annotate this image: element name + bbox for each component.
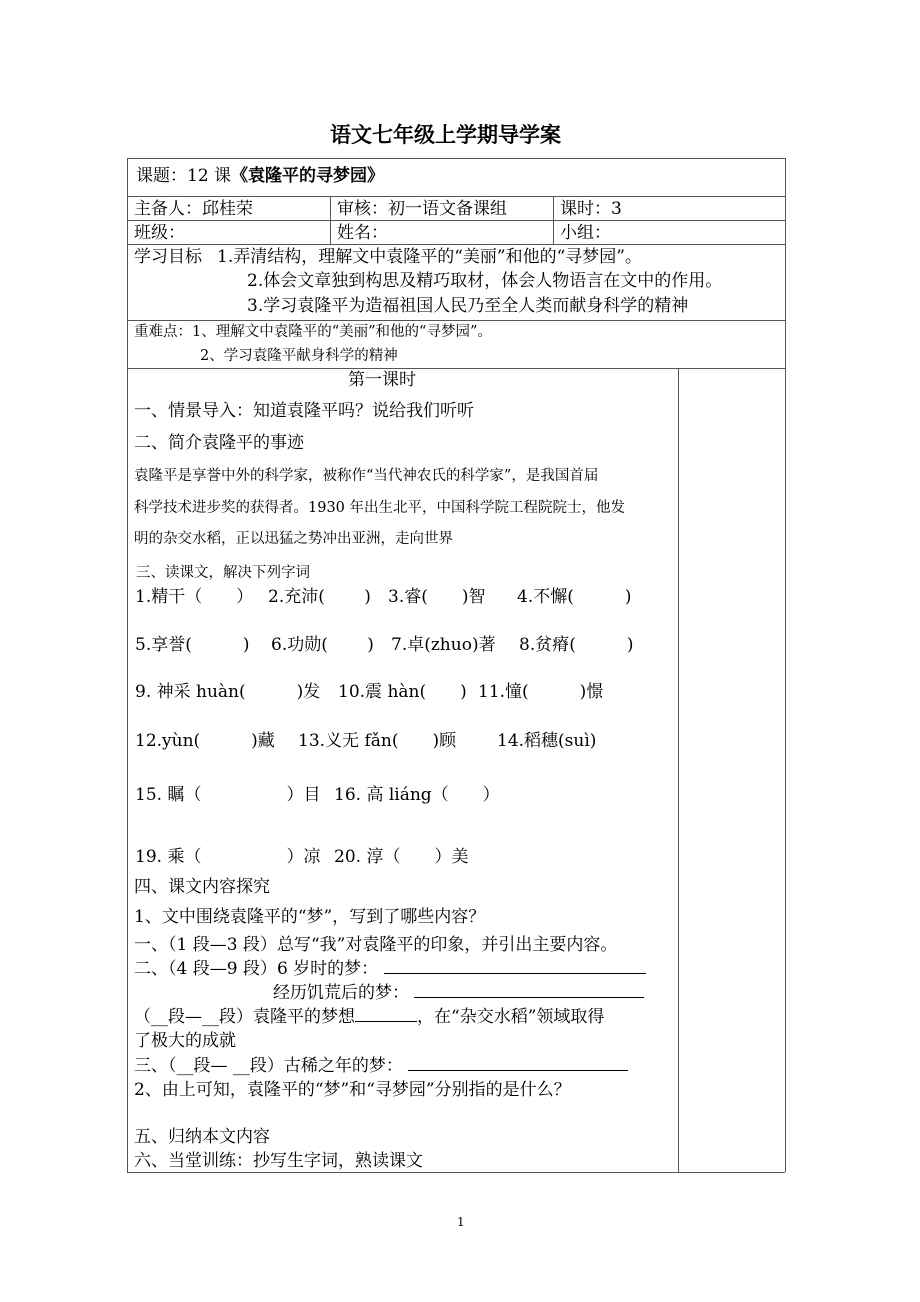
- objective-item: 2.体会文章独到构思及精巧取材，体会人物语言在文中的作用。: [247, 271, 723, 291]
- section-4: 四、课文内容探究: [134, 877, 270, 897]
- word-item: 19. 乘（ ）凉: [135, 847, 321, 867]
- notes-column-divider: [678, 368, 679, 1172]
- bio-line: 科学技术进步奖的获得者。1930 年出生北平，中国科学院工程院院士，他发: [134, 500, 626, 516]
- word-item: 7.卓(zhuo)著: [391, 635, 496, 655]
- reviewer: 审核：初一语文备课组: [337, 199, 507, 219]
- word-item: 15. 瞩（ ）目: [135, 785, 321, 805]
- table-divider: [330, 196, 331, 244]
- section-6: 六、当堂训练：抄写生字词，熟读课文: [134, 1151, 423, 1171]
- word-item: 14.稻穗(suì): [497, 731, 597, 751]
- class-field: 班级：: [134, 223, 185, 243]
- key-point: 2、学习袁隆平献身科学的精神: [200, 348, 398, 364]
- table-divider: [553, 196, 554, 244]
- table-border: [127, 158, 128, 1172]
- objectives-label: 学习目标: [134, 247, 202, 267]
- word-item: 2.充沛( ): [268, 587, 371, 607]
- table-divider: [127, 196, 785, 197]
- word-item: 20. 淳（ ）美: [334, 847, 469, 867]
- word-item: 9. 神采 huàn( )发: [135, 682, 321, 702]
- document-title: 语文七年级上学期导学案: [330, 122, 561, 147]
- page-number: 1: [457, 1215, 465, 1229]
- answer-blank[interactable]: [414, 983, 644, 998]
- word-item: 16. 高 liáng（ ）: [334, 785, 500, 805]
- bio-line: 袁隆平是享誉中外的科学家，被称作“当代神农氏的科学家”，是我国首届: [134, 468, 599, 484]
- question-1: 1、文中围绕袁隆平的“梦”，写到了哪些内容？: [134, 907, 486, 927]
- table-divider: [127, 220, 785, 221]
- word-item: 10.震 hàn( ): [338, 682, 467, 702]
- objective-item: 1.弄清结构，理解文中袁隆平的“美丽”和他的“寻梦园”。: [217, 247, 642, 267]
- section-1: 一、情景导入：知道袁隆平吗？说给我们听听: [134, 401, 474, 421]
- preparer: 主备人：邱桂荣: [134, 199, 253, 219]
- answer-blank[interactable]: [355, 1007, 417, 1022]
- word-item: 1.精干（ ）: [135, 587, 254, 607]
- name-field: 姓名：: [337, 223, 388, 243]
- part-2c: （__段—__段）袁隆平的梦想 ，在“杂交水稻”领域取得: [134, 1007, 605, 1027]
- word-item: 4.不懈( ): [517, 587, 632, 607]
- word-item: 13.义无 fǎn( )顾: [298, 731, 457, 751]
- table-divider: [127, 320, 785, 321]
- word-item: 11.憧( )憬: [478, 682, 604, 702]
- section-5: 五、归纳本文内容: [134, 1127, 270, 1147]
- table-divider: [127, 244, 785, 245]
- table-border: [127, 1172, 785, 1173]
- part-2d: 了极大的成就: [134, 1031, 236, 1051]
- section-3: 三、读课文，解决下列字词: [136, 565, 310, 581]
- word-item: 5.享誉( ): [135, 635, 250, 655]
- answer-blank[interactable]: [384, 959, 646, 974]
- objective-item: 3.学习袁隆平为造福祖国人民乃至全人类而献身科学的精神: [247, 296, 689, 316]
- part-2: 二、（4 段—9 段）6 岁时的梦：: [134, 959, 646, 979]
- question-2: 2、由上可知，袁隆平的“梦”和“寻梦园”分别指的是什么？: [134, 1080, 571, 1100]
- part-3: 三、（__段— __段）古稀之年的梦：: [134, 1056, 628, 1076]
- topic-label: 课题：12 课《袁隆平的寻梦园》: [136, 166, 385, 186]
- section-2: 二、简介袁隆平的事迹: [134, 433, 304, 453]
- group-field: 小组：: [560, 223, 611, 243]
- word-item: 12.yùn( )藏: [135, 731, 275, 751]
- part-1: 一、（1 段—3 段）总写“我”对袁隆平的印象，并引出主要内容。: [134, 935, 618, 955]
- table-divider: [127, 368, 785, 369]
- table-border: [785, 158, 786, 1172]
- hours: 课时：3: [560, 199, 622, 219]
- key-point: 重难点：1、理解文中袁隆平的“美丽”和他的“寻梦园”。: [134, 324, 492, 340]
- table-border: [127, 158, 785, 159]
- part-2b: 经历饥荒后的梦：: [273, 983, 644, 1003]
- word-item: 3.睿( )智: [388, 587, 486, 607]
- bio-line: 明的杂交水稻，正以迅猛之势冲出亚洲，走向世界: [134, 531, 453, 547]
- lesson-heading: 第一课时: [348, 370, 416, 390]
- answer-blank[interactable]: [408, 1056, 628, 1071]
- word-item: 6.功勋( ): [271, 635, 374, 655]
- word-item: 8.贫瘠( ): [519, 635, 634, 655]
